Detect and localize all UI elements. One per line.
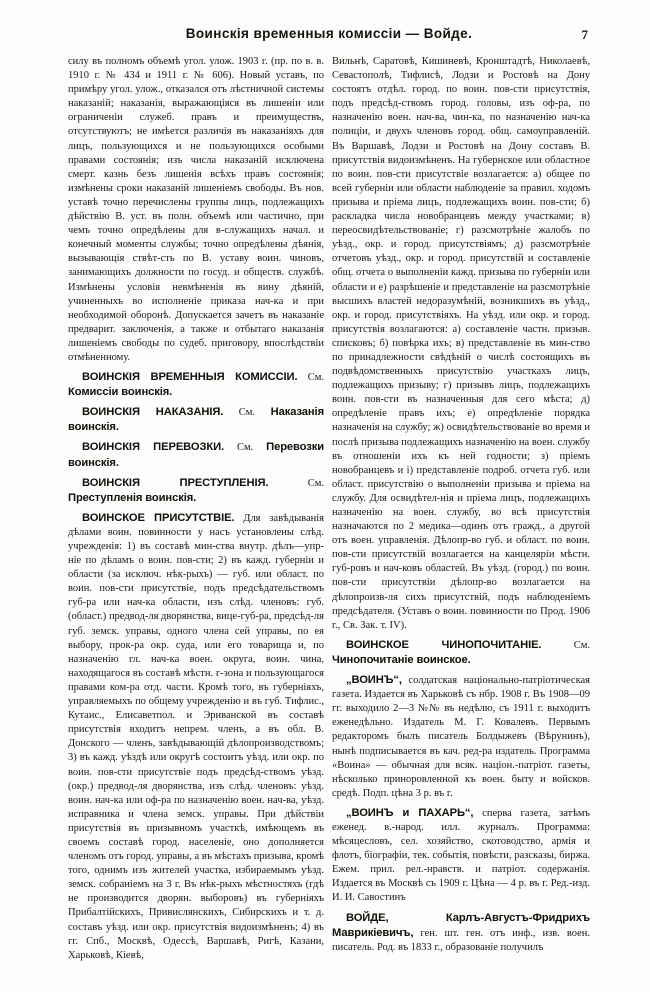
entry-headword: ВОИНСКОЕ ЧИНОПОЧИТАНІЕ.: [346, 638, 542, 651]
see-reference: Наказанія воинскія.: [68, 406, 324, 434]
entry-headword: ВОИНСКІЯ ПРЕСТУПЛЕНІЯ.: [82, 476, 269, 489]
see-reference: Комиссіи воинскія.: [68, 386, 173, 399]
entry-headword: ВОИНСКІЯ ВРЕМЕННЫЯ КОМИССІИ.: [82, 371, 298, 384]
entry-voin-i-pakhar: [332, 806, 590, 906]
see-reference: Перевозки воинскія.: [68, 441, 324, 469]
entry-headword: ВОИНСКОЕ ПРИСУТСТВІЕ.: [82, 511, 235, 524]
entry-headword: ВОИНСКІЯ ПЕРЕВОЗКИ.: [82, 441, 225, 454]
running-head-title: Воинскія временныя комиссіи — Войде.: [185, 26, 473, 41]
page-number: 7: [581, 27, 588, 42]
entry-headword: „ВОИНЪ“,: [346, 674, 402, 687]
entry-voinskiya-perevozki: [68, 440, 324, 470]
right-column: [332, 55, 590, 955]
paragraph-text: силу въ полномъ объемѣ угол. улож. 1903 г. (пр. по в. в. 1910 г. № 434 и 1911 г. № 606). Новый уставъ, по примѣру угол. улож., отказался отъ лѣстничной системы наказаній; наказанія, выражающіяся въ лишеніи или ограниченіи служеб. правъ и преимуществъ, отсутствуютъ; не имѣется различія въ наказаніяхъ для лицъ, пользующихся и не пользующихся особыми правами состоянія; изъ числа наказаній исключена смерт. казнь безъ лишенія всѣхъ правъ состоянія; измѣнены сроки наказаній лишеніемъ свободы. Въ нов. уставѣ точно перечислены группы лицъ, подлежащихъ дѣйствію В. уст. въ полн. объемѣ или частично, при чемъ точно опредѣлены для в-служащихъ начал. и конечный моменты службы; точно опредѣлены дѣянія, вызывающія ствѣт-сть по В. уставу воин. чиновъ, занимающихъ должности по госуд. и обществ. службѣ. Измѣнены условія невмѣненія въ вину дѣяній, учиненныхъ во исполненіе приказа нач-ка и при необходимой оборонѣ. Допускается зачетъ въ наказаніе предварит. заключенія, а также и отбытаго наказанія лишеніемъ свободы по судеб. приговору, впослѣдствіи отмѣненному.: [68, 56, 324, 363]
entry-voinskiya-vremennyya-komissii: [68, 370, 324, 400]
entry-voinskoe-chinopochitanie: [332, 638, 590, 668]
entry-text: солдатская національно-патріотическая газета. Издается въ Харьковѣ съ нбр. 1908 г. Въ 1908—09 гг. выходило 2—3 №№ въ недѣлю, съ 1911 г. выходитъ еженедѣльно. Издатель М. Г. Ковалевъ. Первымъ редакторомъ былъ писатель Болдыжевъ (Вѣрунинъ), нынѣ подписывается въ кач. ред-ра издатель. Программа «Воина» — обычная для всяк. націон.-патріот. газеты, нѣсколько приноровленной къ воен. быту и войсков. средѣ. Подп. цѣна 3 р. въ г.: [332, 675, 590, 799]
see-label: См.: [224, 442, 267, 454]
entry-text: сперва газета, затѣмъ еженед. в.-народ. илл. журналъ. Программа: мѣсяцесловъ, сел. хозяйство, скотоводство, армія и флотъ, біографіи, тек. событія, повѣсти, разсказы, биржа. Ежем. прил. рел.-нравств. и патріот. содержанія. Издается въ Москвѣ съ 1909 г. Цѣна — 4 р. въ г. Ред.-изд. И. И. Савостинъ: [332, 807, 590, 904]
see-reference: Чинопочитаніе воинское.: [332, 653, 471, 666]
entry-headword: ВОИНСКІЯ НАКАЗАНІЯ.: [82, 406, 224, 419]
see-label: См.: [268, 477, 324, 489]
entry-text: Для завѣдыванія дѣлами воин. повинности у насъ установлены слѣд. учрежденія: 1) въ составѣ мин-ства внутр. дѣлъ—упр-ніе по дѣламъ о воин. пов-сти; 2) въ кажд. губерніи и области (за исключ. нѣк-рыхъ) — губ. или област. по воин. пов-сти присутствіе, подъ предсѣдательствомъ губ-ра или нач-ка области, изъ слѣд. членовъ: губ. (област.) предвод-ля дворянства, вице-губ-ра, предсѣд-ля губ. земск. управы, одного члена сей управы, по ея выбору, прок-ра окр. суда, или его товарища и, по назначенію гл. нач-ка воен. округа, воин. чина, находящагося въ составѣ мѣстн. г-зона и пользующагося правами ком-ра отд. части. Кромѣ того, въ губерніяхъ, управляемыхъ по общему учрежденію и въ губ. Тифлис., Кутаис., Елисаветпол. и Эриванской въ составѣ присутствія входитъ непрем. членъ, а въ обл. В. Донского — членъ, завѣдывающій дѣлопроизводствомъ; 3) въ кажд. уѣздѣ или округѣ состоитъ уѣзд. или окр. по воин. пов-сти присутствіе подъ предсѣд-ствомъ уѣзд. (окр.) предвод-ля дворянства, изъ слѣд. членовъ: уѣзд. воин. нач-ка или оф-ра по назначенію воен. нач-ва, уѣзд. исправника и члена земск. управы. При дѣйствіи присутствія въ призывномъ участкѣ, имѣющемъ въ своемъ составѣ город. населеніе, оно дополняется членомъ отъ город. управы, а въ мѣстахъ призыва, кромѣ того, однимъ изъ жителей участка, избираемымъ уѣзд. земск. собраніемъ на 3 г. Въ нѣк-рыхъ мѣстностяхъ (гдѣ не производится дворян. выборовъ) въ губерніяхъ Прибалтійскихъ, Привислянскихъ, Сибирскихъ и т. д. составъ уѣзд. или окр. присутствія видоизмѣненъ; 4) въ гг. Спб., Москвѣ, Одессѣ, Варшавѣ, Ригѣ, Казани, Харьковѣ, Кіевѣ,: [68, 512, 324, 961]
left-column: [68, 55, 324, 963]
entry-voin-gazeta: [332, 673, 590, 801]
entry-voide-karl-avgust: [332, 911, 590, 955]
paragraph-text: Вильнѣ, Саратовѣ, Кишиневѣ, Кронштадтѣ, Николаевѣ, Севастополѣ, Тифлисѣ, Лодзи и Ростовѣ на Дону состоятъ отдѣл. город. по воин. пов-сти присутствія, подъ предсѣд-ствомъ город. головы, изъ оф-ра, по назначенію воен. нач-ва, чин-ка, по назначенію нач-ка полиціи, и двухъ членовъ город. общ. самоуправленій. Въ Варшавѣ, Лодзи и Ростовѣ на Дону составъ В. присутствія видоизмѣненъ. На губернское или областное по воин. пов-сти присутствіе возлагается: а) общее по всей губерніи или области наблюденіе за правил. ходомъ призыва и пріема лицъ, подлежащихъ воин. пов-сти; б) раскладка числа новобранцевъ между участками; в) переосвидѣтельствованіе; г) разсмотрѣніе жалобъ по уѣзд., окр. и город. присутствіямъ; д) разсмотрѣніе отчетовъ уѣзд., окр. и город. присутствій и составленіе общ. отчета о выполненіи кажд. призыва по губерніи или области и е) разрѣшеніе и представленіе на разсмотрѣніе высшихъ властей недоразумѣній, возникшихъ въ уѣзд., окр. и город. присутствіяхъ. На уѣзд. или окр. и город. присутствія возлагаются: а) составленіе частн. призыв. списковъ; б) повѣрка ихъ; в) представленіе въ мин-ство по принадлежности свѣдѣній о числѣ состоящихъ въ подвѣдомственныхъ присутствію участкахъ лицъ, подлежащихъ призыву; г) призывъ лицъ, подлежащихъ воин. пов-сти въ назначенныя для сего мѣста; д) опредѣленіе правъ ихъ; е) опредѣленіе порядка назначенія на службу; ж) освидѣтельствованіе во время и послѣ призыва подлежащихъ назначенію на воен. службу въ отношеніи ихъ къ ней годности; з) пріемъ новобранцевъ и і) представленіе подроб. отчета губ. или област. присутствію о выполненіи призыва и пріема на службу. Для освидѣтел-нія и пріема лицъ, подлежащихъ назначенію на воен. службу, во всѣ присутствія назначаются по 2 медика—одинъ отъ гражд., а другой отъ воен. управленія. Дѣлопр-во губ. и област. по воин. пов-сти присутствій возлагается на канцеляріи мѣстн. губ-ровъ и нач-ковъ областей. Въ уѣзд. (город.) по воин. пов-сти присутствіи дѣлопр-во возлагается на дѣлопроизв-ля сихъ присутствій, подъ наблюденіемъ предсѣдателя. (Уставъ о воин. повинности по Прод. 1906 г., Св. Зак. т. IV).: [332, 56, 590, 631]
see-label: См.: [297, 372, 324, 384]
entry-headword: „ВОИНЪ и ПАХАРЬ“,: [346, 806, 474, 819]
entry-text: ген. шт. ген. отъ инф., изв. воен. писатель. Род. въ 1833 г., образованіе получилъ: [332, 927, 590, 953]
see-label: См.: [541, 639, 590, 651]
see-label: См.: [223, 407, 271, 419]
entry-voinskoe-prisutstvie: [68, 511, 324, 963]
entry-headword: ВОЙДЕ, Карлъ-Августъ-Фридрихъ Маврикіевичъ,: [332, 911, 590, 939]
paragraph-continuation-voinskoe-prisutstvie: [332, 55, 590, 633]
entry-voinskiya-nakazaniya: [68, 405, 324, 435]
paragraph-continuation-voinskie-ustavy: [68, 55, 324, 365]
see-reference: Преступленія воинскія.: [68, 491, 197, 504]
entry-voinskiya-prestupleniya: [68, 476, 324, 506]
